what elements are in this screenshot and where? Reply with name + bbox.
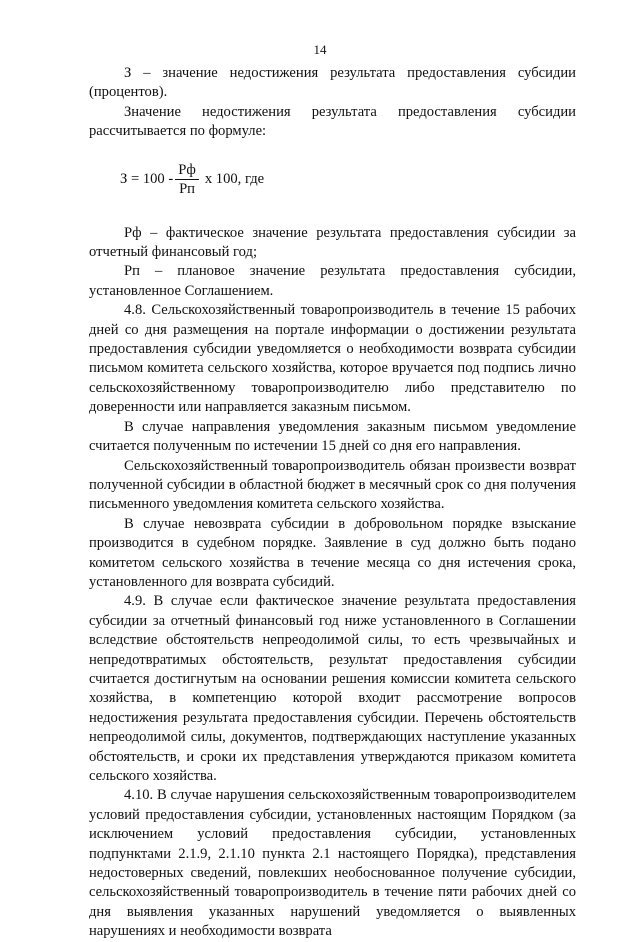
definition-rf: Рф – фактическое значение результата предоставления субсидии за отчетный финансовый год; <box>89 224 576 261</box>
calc-sentence: Значение недостижения результата предоставления субсидии рассчитывается по формуле: <box>89 103 576 140</box>
paragraph-4-10: 4.10. В случае нарушения сельскохозяйственным товаропроизводителем условий предоставления субсидии, установленных настоящим Порядком (за исключением условий предоставления субсидии, установленных подпунктами 2.1.9, 2.1.10 пункта 2.1 настоящего Порядка), представления недостоверных сведений, повлекших необоснованное получение субсидии, сельскохозяйственный товаропроизводитель в течение пяти рабочих дней со дня выявления указанных нарушений уведомляется о выявленных нарушениях и необходимости возврата <box>89 787 576 940</box>
formula-numerator: Рф <box>175 161 199 180</box>
paragraph-4-8: 4.8. Сельскохозяйственный товаропроизводитель в течение 15 рабочих дней со дня размещения на портале информации о достижении результата предоставления субсидии уведомляется о необходимости возврата субсидии письмом комитета сельского хозяйства, которое вручается под подпись лично сельскохозяйственному товаропроизводителю либо представителю по доверенности или направляется заказным письмом. <box>89 302 576 416</box>
paragraph-notice-mail: В случае направления уведомления заказным письмом уведомление считается полученным по истечении 15 дней со дня его направления. <box>89 418 576 455</box>
formula-lhs: З = 100 - <box>120 170 174 187</box>
definition-z: З – значение недостижения результата предоставления субсидии (процентов). <box>89 65 576 101</box>
formula <box>89 154 576 206</box>
definition-rp: Рп – плановое значение результата предоставления субсидии, установленное Соглашением. <box>89 263 576 299</box>
formula-denominator: Рп <box>179 181 195 198</box>
formula-fraction <box>175 161 199 198</box>
paragraph-court-recovery: В случае невозврата субсидии в добровольном порядке взыскание производится в судебном порядке. Заявление в суд должно быть подано комитетом сельского хозяйства в течение месяца со дня истечения срока, установленного для возврата субсидий. <box>89 515 576 590</box>
paragraph-4-9: 4.9. В случае если фактическое значение результата предоставления субсидии за отчетный финансовый год ниже установленного в Соглашении вследствие обстоятельств непреодолимой силы, то есть чрезвычайных и непредотвратимых обстоятельств, результат предоставления субсидии считается достигнутым на основании решения комиссии комитета сельского хозяйства, в компетенцию которой входит рассмотрение вопросов недостижения результата предоставления субсидии. Перечень обстоятельств непреодолимой силы, документов, подтверждающих наступление указанных обстоятельств, и сроки их представления утверждаются приказом комитета сельского хозяйства. <box>89 593 576 784</box>
document-body <box>89 64 576 942</box>
page-number: 14 <box>313 42 327 57</box>
paragraph-return-obligation: Сельскохозяйственный товаропроизводитель обязан произвести возврат полученной субсидии в областной бюджет в месячный срок со дня получения письменного уведомления комитета сельского хозяйства. <box>89 457 576 513</box>
formula-rhs: х 100, где <box>204 170 265 187</box>
